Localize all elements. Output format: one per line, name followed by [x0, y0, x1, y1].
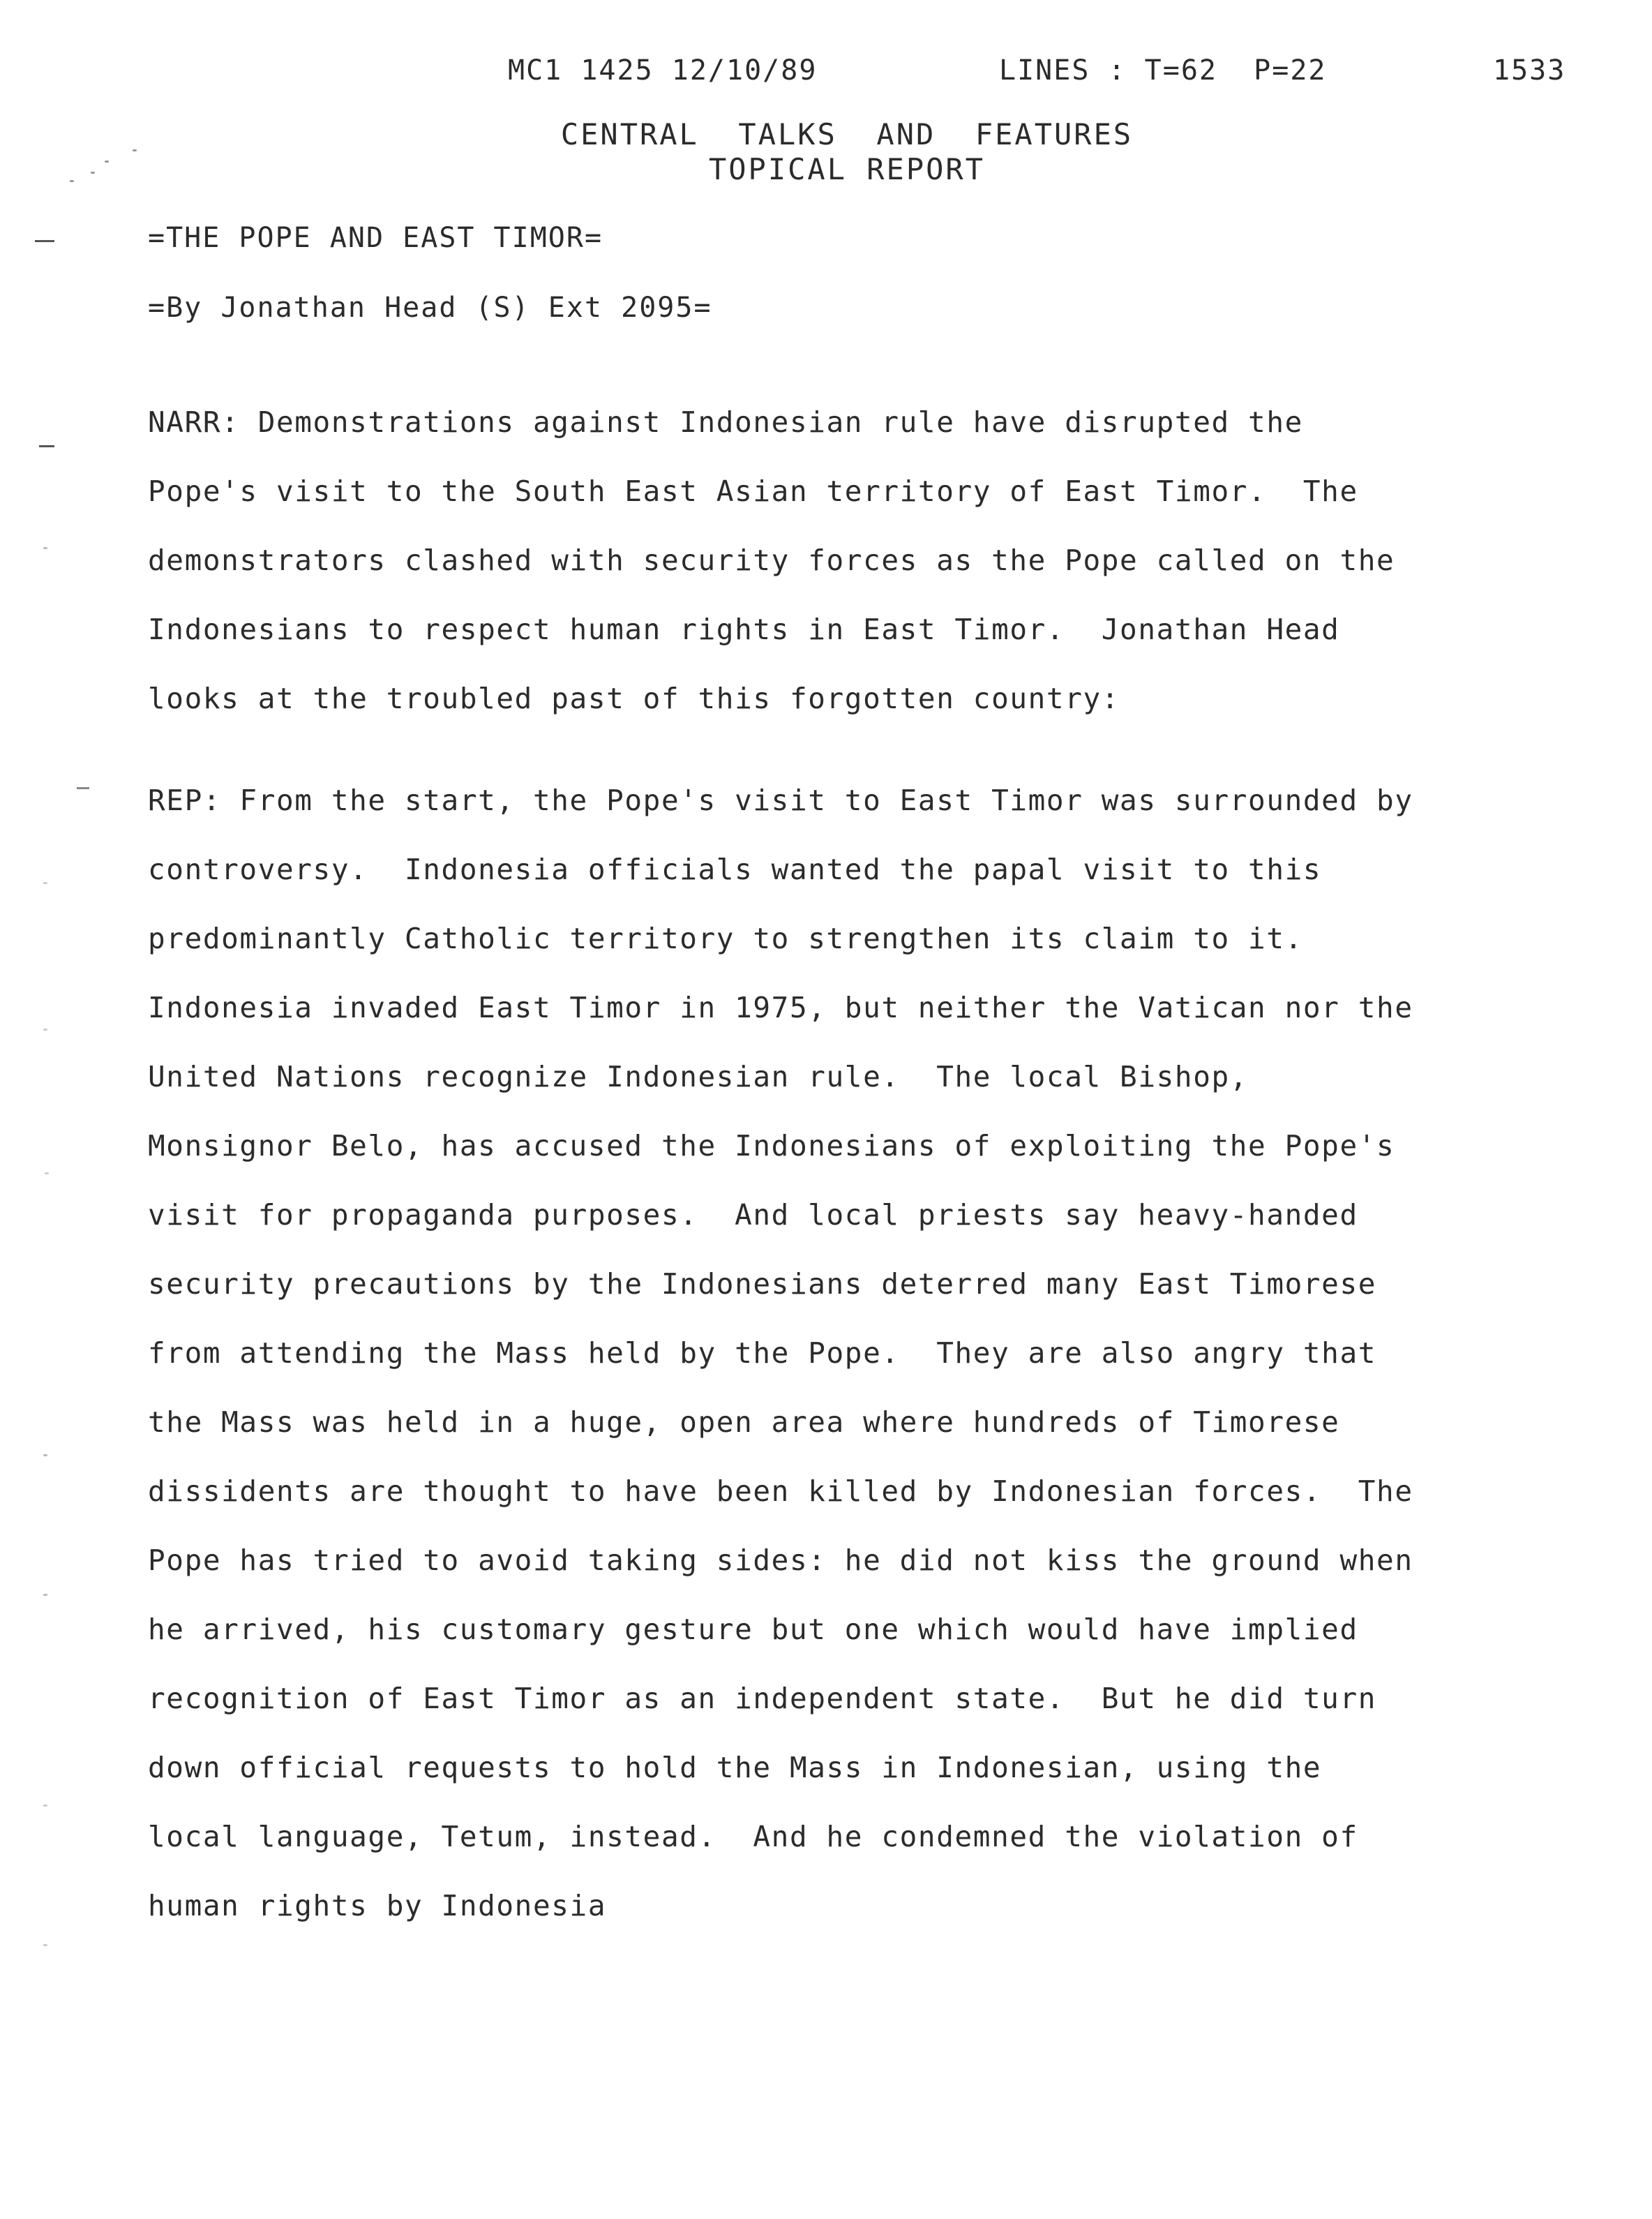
report-line: he arrived, his customary gesture but one which would have implied: [148, 1613, 1358, 1646]
narration-line: demonstrators clashed with security forces as the Pope called on the: [148, 544, 1395, 577]
margin-speck: [43, 1944, 47, 1946]
margin-speck: [91, 172, 95, 174]
story-title: =THE POPE AND EAST TIMOR=: [148, 222, 603, 254]
report-paragraph: [148, 766, 1613, 1941]
margin-speck: [43, 1805, 47, 1807]
margin-speck: [43, 547, 47, 549]
report-line: Pope has tried to avoid taking sides: he did not kiss the ground when: [148, 1544, 1413, 1577]
report-line: human rights by Indonesia: [148, 1889, 607, 1922]
report-line: Indonesia invaded East Timor in 1975, but neither the Vatican nor the: [148, 991, 1413, 1024]
report-line: REP: From the start, the Pope's visit to East Timor was surrounded by: [148, 784, 1413, 817]
header-code: MC1 1425 12/10/89: [508, 54, 818, 87]
margin-mark: [77, 787, 89, 789]
margin-speck: [70, 180, 74, 182]
margin-speck: [43, 1594, 47, 1596]
report-type: TOPICAL REPORT: [708, 152, 985, 186]
report-line: Monsignor Belo, has accused the Indonesians of exploiting the Pope's: [148, 1129, 1395, 1163]
report-line: visit for propaganda purposes. And local priests say heavy-handed: [148, 1198, 1358, 1232]
report-line: United Nations recognize Indonesian rule. The local Bishop,: [148, 1060, 1249, 1093]
header-line-count: LINES : T=62 P=22: [999, 54, 1327, 87]
report-line: recognition of East Timor as an independent state. But he did turn: [148, 1682, 1377, 1715]
report-line: down official requests to hold the Mass in Indonesian, using the: [148, 1751, 1322, 1784]
narration-line: Pope's visit to the South East Asian territory of East Timor. The: [148, 475, 1358, 508]
report-line: controversy. Indonesia officials wanted the papal visit to this: [148, 853, 1322, 886]
story-byline: =By Jonathan Head (S) Ext 2095=: [148, 292, 712, 324]
narration-paragraph: [148, 388, 1613, 733]
margin-speck: [43, 882, 47, 884]
margin-mark: [35, 240, 54, 242]
report-line: dissidents are thought to have been killed by Indonesian forces. The: [148, 1474, 1413, 1508]
department-name: CENTRAL TALKS AND FEATURES: [560, 117, 1134, 151]
report-line: local language, Tetum, instead. And he condemned the violation of: [148, 1820, 1358, 1853]
margin-mark: [39, 445, 54, 447]
margin-speck: [43, 1454, 47, 1456]
header-page-number: 1533: [1493, 54, 1566, 87]
margin-speck: [43, 1029, 47, 1031]
report-line: from attending the Mass held by the Pope. They are also angry that: [148, 1336, 1377, 1370]
margin-speck: [105, 160, 109, 163]
narration-line: NARR: Demonstrations against Indonesian rule have disrupted the: [148, 405, 1303, 439]
margin-speck: [133, 149, 137, 151]
narration-line: looks at the troubled past of this forgotten country:: [148, 682, 1120, 715]
report-line: security precautions by the Indonesians deterred many East Timorese: [148, 1267, 1377, 1301]
report-line: the Mass was held in a huge, open area where hundreds of Timorese: [148, 1405, 1340, 1439]
narration-line: Indonesians to respect human rights in East Timor. Jonathan Head: [148, 613, 1340, 646]
margin-speck: [45, 1172, 49, 1174]
report-line: predominantly Catholic territory to strengthen its claim to it.: [148, 922, 1303, 955]
